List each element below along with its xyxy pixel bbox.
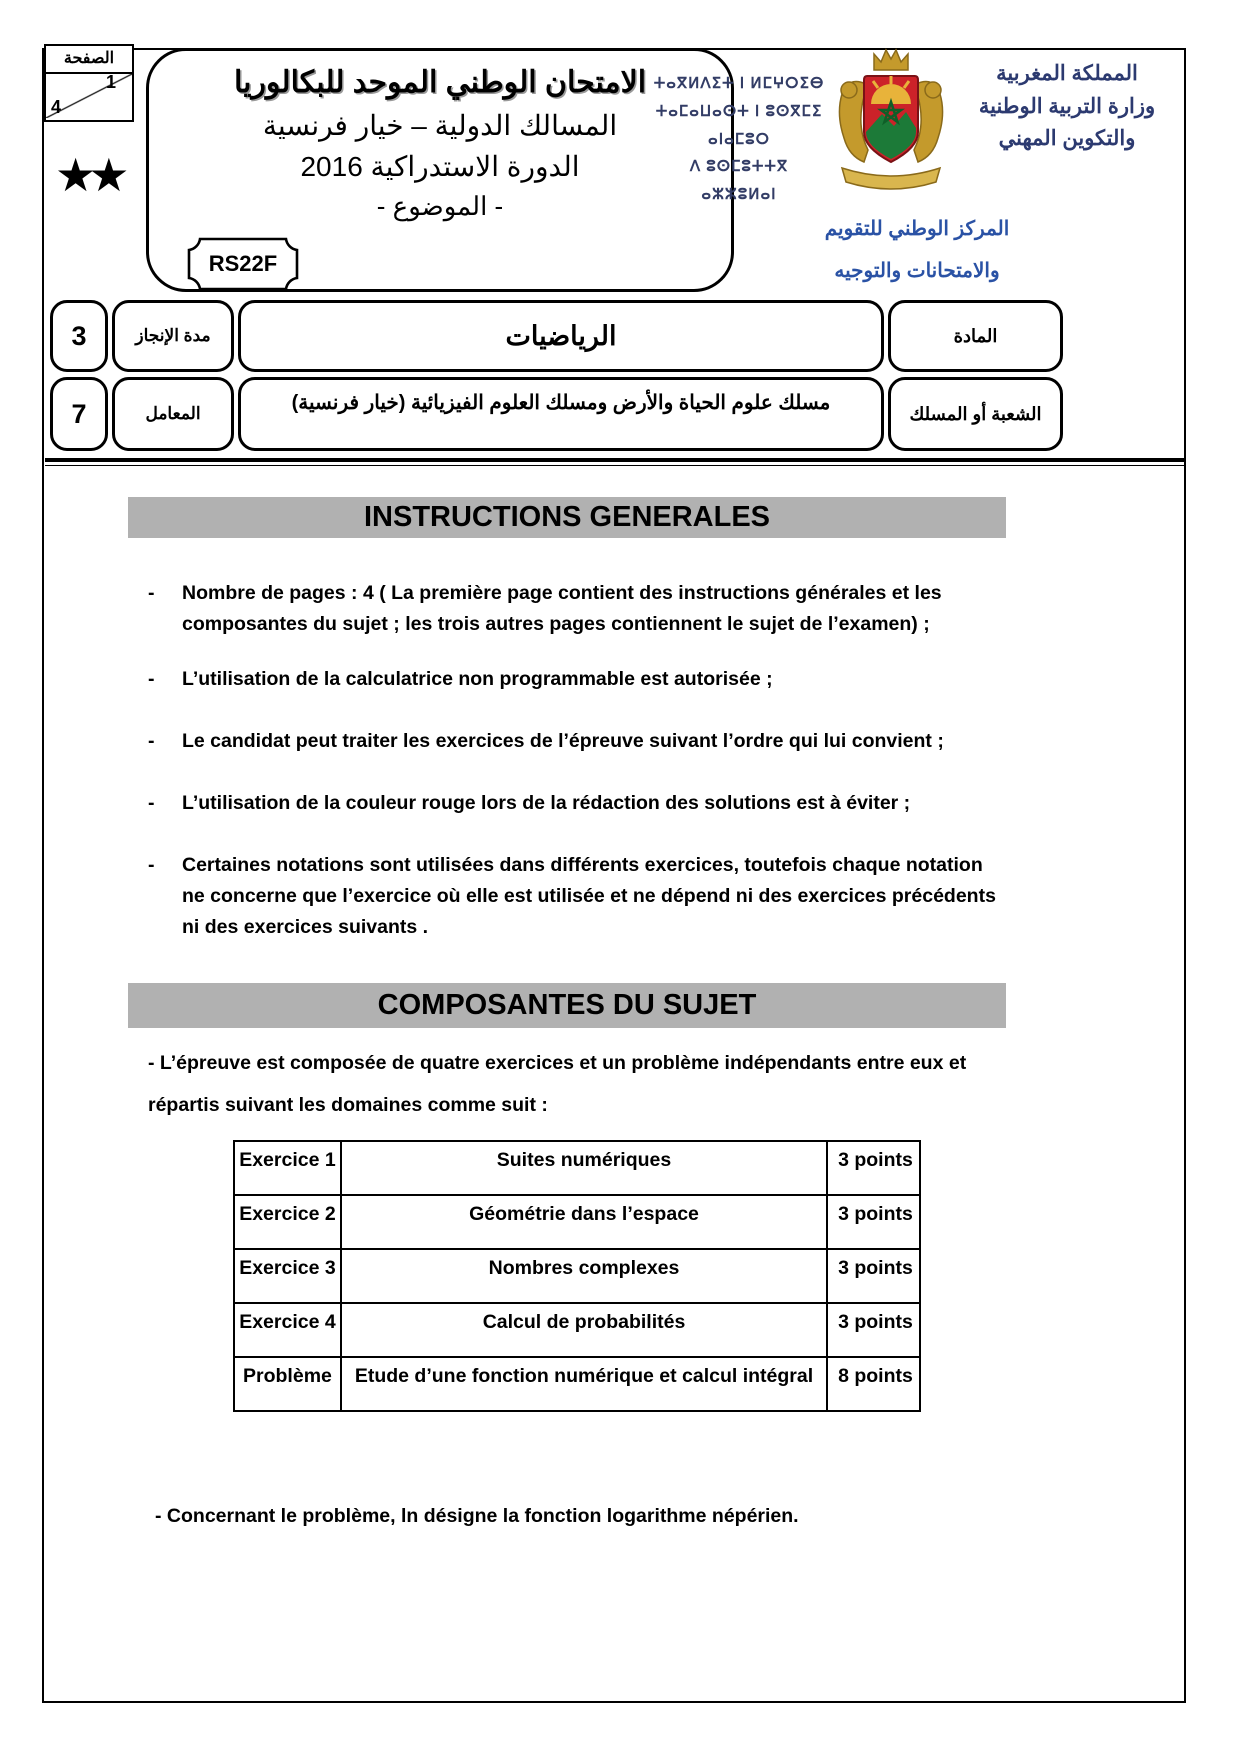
difficulty-stars-icon: ★★ <box>55 149 122 201</box>
coefficient-label-cell: المعامل <box>112 377 234 451</box>
exercise-topic: Géométrie dans l’espace <box>341 1195 827 1249</box>
subject-value-cell: الرياضيات <box>238 300 884 372</box>
duration-value-cell: 3 <box>50 300 108 372</box>
exercise-topic: Suites numériques <box>341 1141 827 1195</box>
branch-label-cell: الشعبة أو المسلك <box>888 377 1063 451</box>
instruction-item <box>148 850 1010 943</box>
table-row <box>234 1141 920 1195</box>
instruction-item <box>148 726 1010 757</box>
page-number-fraction <box>46 74 132 118</box>
table-row <box>234 1195 920 1249</box>
bullet-dash: - <box>148 792 155 814</box>
subject-label-cell: المادة <box>888 300 1063 372</box>
national-center-line1: المركز الوطني للتقويم <box>824 218 1010 240</box>
duration-label-cell: مدة الإنجاز <box>112 300 234 372</box>
branch-value-cell: مسلك علوم الحياة والأرض ومسلك العلوم الفيزيائية (خيار فرنسية) <box>238 377 884 451</box>
instruction-item <box>148 578 1010 640</box>
national-center-text <box>712 208 1122 292</box>
exam-session-line: الدورة الاستدراكية 2016 <box>300 151 580 182</box>
tifinagh-line2: ⵜⴰⵎⴰⵡⴰⵙⵜ ⵏ ⵓⵙⴳⵎⵉ ⴰⵏⴰⵎⵓⵔ <box>655 102 823 148</box>
instruction-text: Nombre de pages : 4 ( La première page contient des instructions générales et les composantes du sujet ; les trois autres pages contiennent le sujet de l’examen) ; <box>182 582 942 635</box>
exam-title-line2: المسالك الدولية – خيار فرنسية <box>262 110 618 141</box>
exam-title-line1: الامتحان الوطني الموحد للبكالوريا <box>233 66 647 99</box>
exam-title-box <box>146 48 734 292</box>
components-table <box>233 1140 921 1412</box>
problem-note: - Concernant le problème, ln désigne la fonction logarithme népérien. <box>155 1505 799 1527</box>
national-center-line2: والامتحانات والتوجيه <box>834 260 1000 282</box>
exercise-points: 3 points <box>827 1303 920 1357</box>
page-number-box <box>44 44 134 122</box>
instruction-text: L’utilisation de la couleur rouge lors de la rédaction des solutions est à éviter ; <box>182 792 911 814</box>
bullet-dash: - <box>148 730 155 752</box>
exam-code: RS22F <box>208 251 278 276</box>
instruction-item <box>148 664 1010 695</box>
exercise-name: Exercice 4 <box>234 1303 341 1357</box>
exercise-topic: Nombres complexes <box>341 1249 827 1303</box>
table-row <box>234 1249 920 1303</box>
instruction-item <box>148 788 1010 819</box>
tifinagh-line1: ⵜⴰⴳⵍⴷⵉⵜ ⵏ ⵍⵎⵖⵔⵉⴱ <box>653 75 825 92</box>
exercise-name: Exercice 3 <box>234 1249 341 1303</box>
exercise-points: 8 points <box>827 1357 920 1411</box>
exercise-topic: Etude d’une fonction numérique et calcul intégral <box>341 1357 827 1411</box>
bullet-dash: - <box>148 668 155 690</box>
instructions-section-title: INSTRUCTIONS GENERALES <box>128 497 1006 538</box>
exercise-name: Exercice 2 <box>234 1195 341 1249</box>
exercise-points: 3 points <box>827 1249 920 1303</box>
bullet-dash: - <box>148 854 155 876</box>
table-row <box>234 1357 920 1411</box>
morocco-coat-of-arms-icon <box>822 46 960 209</box>
instruction-text: Certaines notations sont utilisées dans différents exercices, toutefois chaque notation ne concerne que l’exercice où elle est utilisée et ne dépend ni des exercices précédents ni des exercices suivants . <box>182 854 996 938</box>
exercise-name: Exercice 1 <box>234 1141 341 1195</box>
exercise-name: Problème <box>234 1357 341 1411</box>
table-row <box>234 1303 920 1357</box>
instructions-list <box>148 578 1010 943</box>
total-pages-number: 4 <box>51 97 62 117</box>
kingdom-name: المملكة المغربية <box>996 62 1138 85</box>
tifinagh-kingdom-text <box>650 70 828 209</box>
coefficient-value-cell: 7 <box>50 377 108 451</box>
header-divider-rule <box>45 458 1185 466</box>
composantes-section-title: COMPOSANTES DU SUJET <box>128 983 1006 1028</box>
ministry-name-line2: والتكوين المهني <box>998 127 1136 151</box>
exam-subject-line: - الموضوع - <box>376 191 504 221</box>
ministry-arabic-text <box>952 58 1182 156</box>
tifinagh-line3: ⴷ ⵓⵙⵎⵓⵜⵜⴳ ⴰⵣⵣⵓⵍⴰⵏ <box>689 158 789 203</box>
ministry-name-line1: وزارة التربية الوطنية <box>978 94 1156 118</box>
page-number-label: الصفحة <box>46 46 132 74</box>
instruction-text: L’utilisation de la calculatrice non programmable est autorisée ; <box>182 668 773 690</box>
instruction-text: Le candidat peut traiter les exercices de l’épreuve suivant l’ordre qui lui convient ; <box>182 730 944 752</box>
exam-code-plaque <box>187 237 299 291</box>
bullet-dash: - <box>148 582 155 604</box>
current-page-number: 1 <box>105 72 116 92</box>
exercise-points: 3 points <box>827 1141 920 1195</box>
exercise-topic: Calcul de probabilités <box>341 1303 827 1357</box>
exercise-points: 3 points <box>827 1195 920 1249</box>
composantes-intro: - L’épreuve est composée de quatre exercices et un problème indépendants entre eux et répartis suivant les domaines comme suit : <box>148 1052 967 1116</box>
